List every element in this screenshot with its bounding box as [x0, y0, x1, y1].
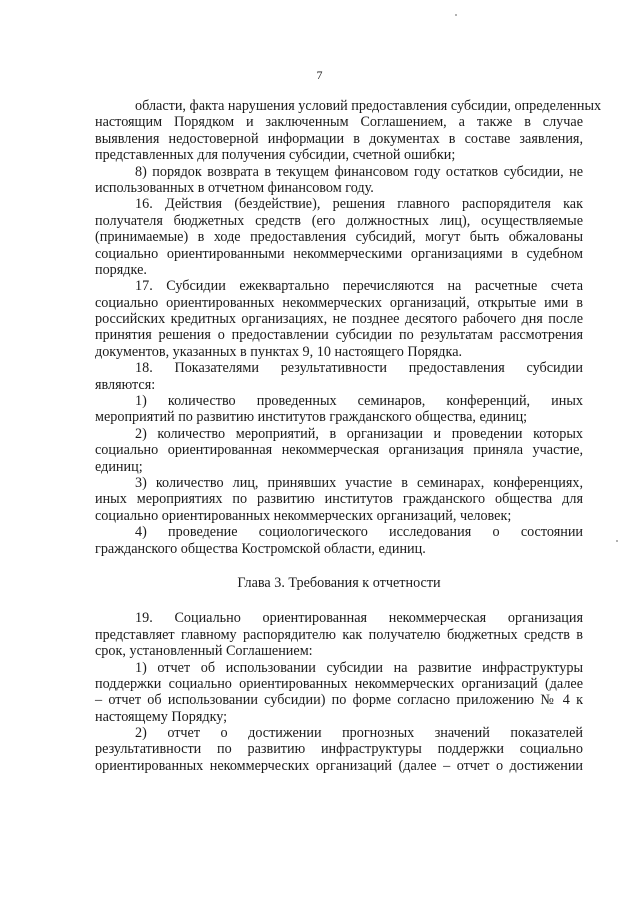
- text-line: 16. Действия (бездействие), решения главного распорядителя как: [135, 196, 583, 213]
- paragraph: [95, 610, 583, 659]
- text-line: российских кредитных организациях, не позднее десятого рабочего дня после: [95, 311, 583, 328]
- paragraph: [95, 660, 583, 726]
- text-line: области, факта нарушения условий предоставления субсидии, определенных: [135, 98, 602, 114]
- document-body: [95, 98, 602, 774]
- text-line: результативности по развитию инфраструктуры поддержки социально: [95, 741, 583, 758]
- text-line: 2) отчет о достижении прогнозных значений показателей: [135, 725, 583, 742]
- text-line: 4) проведение социологического исследования о состоянии: [135, 524, 583, 541]
- paragraph: [95, 278, 583, 360]
- text-line: мероприятий по развитию институтов гражданского общества, единиц;: [95, 409, 528, 426]
- paragraph: [95, 475, 583, 524]
- text-line: представленных для получения субсидии, счетной ошибки;: [95, 147, 456, 164]
- text-line: иных мероприятиях по развитию институтов гражданского общества для: [95, 491, 583, 508]
- text-line: 1) отчет об использовании субсидии на развитие инфраструктуры: [135, 659, 583, 676]
- paragraph: [95, 426, 583, 475]
- text-line: представляет главному распорядителю как получателю бюджетных средств в: [95, 626, 583, 643]
- text-line: гражданского общества Костромской области, единиц.: [95, 540, 426, 557]
- paragraph: [95, 196, 583, 278]
- chapter-heading: Глава 3. Требования к отчетности: [237, 574, 441, 591]
- paragraph: [95, 524, 583, 557]
- text-line: принятия решения о предоставлении субсидии по результатам рассмотрения: [95, 327, 583, 344]
- text-line: настоящим Порядком и заключенным Соглашением, а также в случае: [95, 114, 583, 131]
- text-line: 8) порядок возврата в текущем финансовом году остатков субсидии, не: [135, 163, 583, 180]
- text-line: 19. Социально ориентированная некоммерческая организация: [135, 610, 583, 627]
- text-line: 3) количество лиц, принявших участие в семинарах, конференциях,: [135, 474, 583, 491]
- text-line: выявления недостоверной информации в документах в составе заявления,: [95, 130, 583, 147]
- text-line: ориентированных некоммерческих организаций (далее – отчет о достижении: [95, 757, 583, 774]
- text-line: 2) количество мероприятий, в организации и проведении которых: [135, 425, 583, 442]
- scan-speck: [616, 540, 618, 542]
- text-line: социально ориентированных некоммерческих организаций, человек;: [95, 507, 512, 524]
- paragraph: [95, 725, 583, 774]
- text-line: социально ориентированными некоммерческими организациями в судебном: [95, 245, 583, 262]
- paragraph: [95, 98, 602, 164]
- text-line: являются:: [95, 376, 156, 393]
- text-line: социально ориентированных некоммерческих организаций, открытые ими в: [95, 294, 583, 311]
- page-number: 7: [316, 68, 323, 82]
- paragraph: [95, 393, 583, 426]
- text-line: (принимаемые) в ходе предоставления субсидий, могут быть обжалованы: [95, 229, 583, 246]
- paragraph: [95, 360, 583, 393]
- text-line: – отчет об использовании субсидии) по форме согласно приложению № 4 к: [95, 692, 583, 709]
- scan-speck: [455, 14, 457, 16]
- text-line: поддержки социально ориентированных некоммерческих организаций (далее: [95, 675, 583, 692]
- text-line: 1) количество проведенных семинаров, конференций, иных: [135, 393, 583, 410]
- text-line: 18. Показателями результативности предоставления субсидии: [135, 360, 583, 377]
- text-line: документов, указанных в пунктах 9, 10 настоящего Порядка.: [95, 343, 463, 360]
- text-line: использованных в отчетном финансовом году.: [95, 179, 374, 196]
- text-line: 17. Субсидии ежеквартально перечисляются на расчетные счета: [135, 278, 583, 295]
- text-line: получателя бюджетных средств (его должностных лиц), осуществляемые: [95, 212, 583, 229]
- text-line: порядке.: [95, 261, 147, 278]
- paragraph: [95, 164, 583, 197]
- text-line: социально ориентированная некоммерческая организация приняла участие,: [95, 442, 583, 459]
- text-line: настоящему Порядку;: [95, 708, 228, 725]
- text-line: срок, установленный Соглашением:: [95, 643, 313, 660]
- text-line: единиц;: [95, 458, 143, 475]
